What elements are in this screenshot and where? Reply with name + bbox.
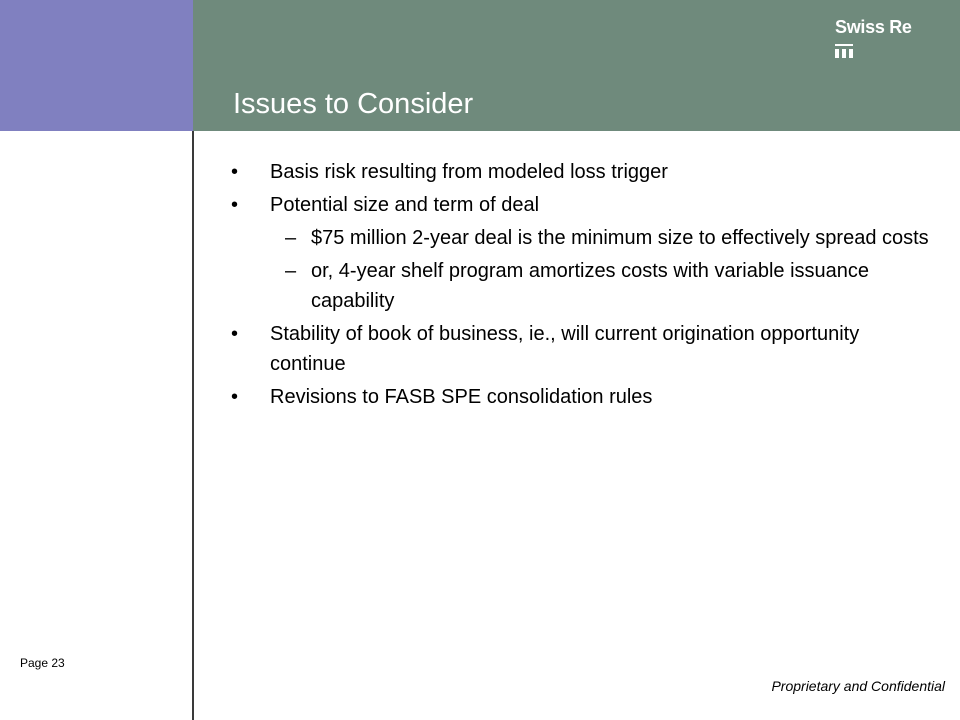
bullet-marker: • (231, 386, 239, 408)
bullet-list (230, 157, 930, 415)
bullet-text: Basis risk resulting from modeled loss trigger (270, 161, 668, 183)
bullet-item (230, 319, 930, 379)
slide-title: Issues to Consider (233, 88, 474, 120)
bullet-text: Stability of book of business, ie., will current origination opportunity continue (270, 323, 860, 375)
side-color-block (0, 0, 193, 131)
bullet-item (230, 190, 930, 220)
bullet-text: Potential size and term of deal (270, 194, 540, 216)
sub-bullet-item (230, 223, 930, 253)
logo-text: Swiss Re (835, 17, 912, 37)
company-logo (835, 17, 935, 77)
bullet-item (230, 382, 930, 412)
logo-mark-icon (835, 44, 853, 58)
bullet-item (230, 157, 930, 187)
sub-bullet-text: $75 million 2-year deal is the minimum size to effectively spread costs (311, 227, 929, 249)
vertical-divider (192, 131, 194, 720)
sub-bullet-marker: – (285, 227, 297, 249)
bullet-marker: • (231, 323, 239, 345)
footer-confidential: Proprietary and Confidential (771, 678, 945, 694)
page-number: Page 23 (20, 656, 65, 670)
sub-bullet-item (230, 256, 930, 316)
bullet-marker: • (231, 161, 239, 183)
sub-bullet-marker: – (285, 260, 297, 282)
bullet-text: Revisions to FASB SPE consolidation rules (270, 386, 653, 408)
bullet-marker: • (231, 194, 239, 216)
sub-bullet-text: or, 4-year shelf program amortizes costs with variable issuance capability (311, 260, 870, 312)
